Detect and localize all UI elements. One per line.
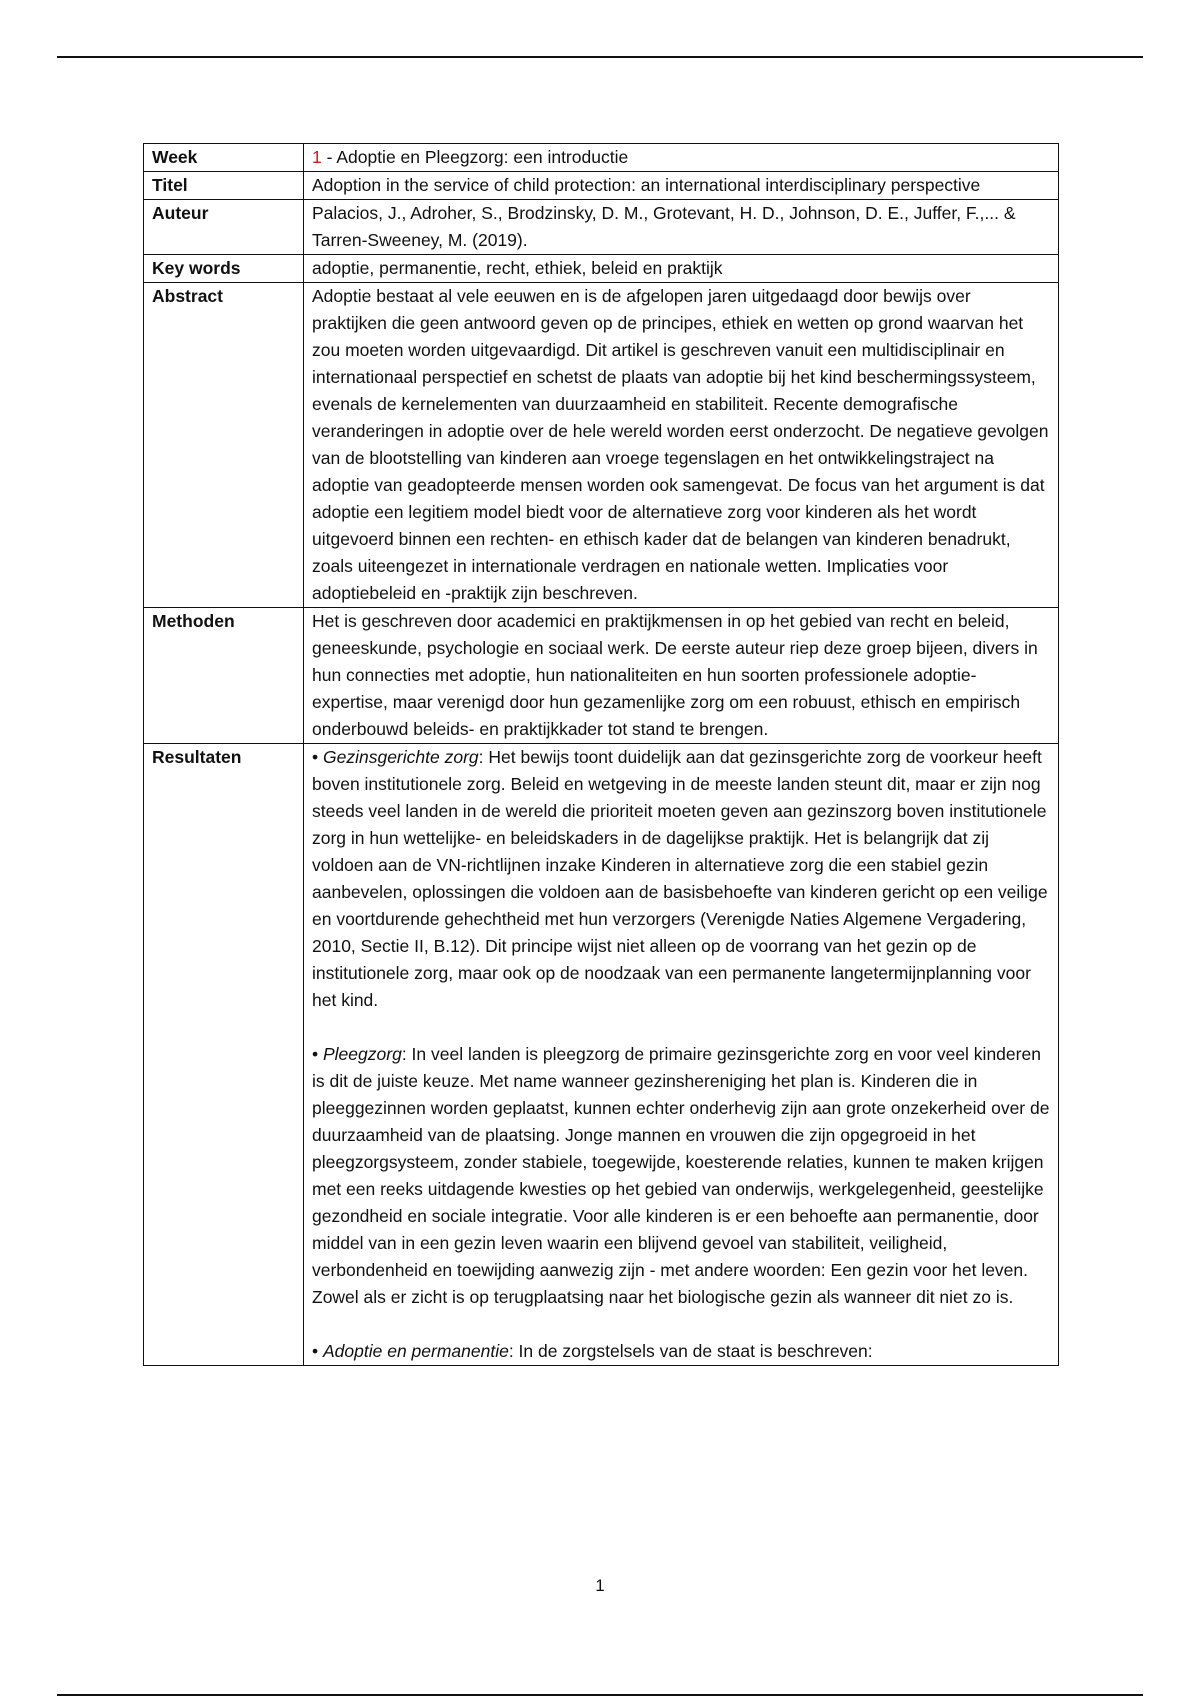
result-paragraph-pleegzorg [312, 1041, 1050, 1311]
article-summary-table [143, 143, 1059, 1366]
methoden-label: Methoden [144, 608, 304, 744]
abstract-value: Adoptie bestaat al vele eeuwen en is de afgelopen jaren uitgedaagd door bewijs over praktijken die geen antwoord geven op de principes, ethiek en wetten op grond waarvan het zou moeten worden uitgevaardigd. Dit artikel is geschreven vanuit een multidisciplinair en internationaal perspectief en schetst de plaats van adoptie bij het kind beschermingssysteem, evenals de kernelementen van duurzaamheid en stabiliteit. Recente demografische veranderingen in adoptie over de hele wereld worden eerst onderzocht. De negatieve gevolgen van de blootstelling van kinderen aan vroege tegenslagen en het ontwikkelingstraject na adoptie van geadopteerde mensen worden ook samengevat. De focus van het argument is dat adoptie een legitiem model biedt voor de alternatieve zorg voor kinderen als het wordt uitgevoerd binnen een rechten- en ethisch kader dat de belangen van kinderen benadrukt, zoals uiteengezet in internationale verdragen en nationale wetten. Implicaties voor adoptiebeleid en -praktijk zijn beschreven. [304, 283, 1059, 608]
bullet: • [312, 1341, 323, 1361]
row-methoden [144, 608, 1059, 744]
week-number: 1 [312, 147, 322, 167]
week-topic: - Adoptie en Pleegzorg: een introductie [321, 147, 629, 167]
result-paragraph-adoptie-permanentie [312, 1338, 1050, 1365]
result-term: Gezinsgerichte zorg [323, 747, 479, 767]
header-rule [57, 56, 1143, 58]
methoden-value: Het is geschreven door academici en praktijkmensen in op het gebied van recht en beleid, geneeskunde, psychologie en sociaal werk. De eerste auteur riep deze groep bijeen, divers in hun connecties met adoptie, hun nationaliteiten en hun soorten professionele adoptie-expertise, maar verenigd door hun gezamenlijke zorg om een robuust, ethisch en empirisch onderbouwd beleids- en praktijkkader tot stand te brengen. [304, 608, 1059, 744]
auteur-label: Auteur [144, 200, 304, 255]
keywords-value: adoptie, permanentie, recht, ethiek, beleid en praktijk [304, 255, 1059, 283]
result-term: Pleegzorg [323, 1044, 402, 1064]
result-text: : In de zorgstelsels van de staat is beschreven: [508, 1341, 873, 1361]
abstract-label: Abstract [144, 283, 304, 608]
week-value [304, 144, 1059, 172]
result-text: : In veel landen is pleegzorg de primaire gezinsgerichte zorg en voor veel kinderen is dit de juiste keuze. Met name wanneer gezinshereniging het plan is. Kinderen die in pleeggezinnen worden geplaatst, kunnen echter onderhevig zijn aan grote onzekerheid over de duurzaamheid van de plaatsing. Jonge mannen en vrouwen die zijn opgegroeid in het pleegzorgsysteem, zonder stabiele, toegewijde, koesterende relaties, kunnen te maken krijgen met een reeks uitdagende kwesties op het gebied van onderwijs, werkgelegenheid, geestelijke gezondheid en sociale integratie. Voor alle kinderen is er een behoefte aan permanentie, door middel van in een gezin leven waarin een blijvend gevoel van stabiliteit, veiligheid, verbondenheid en toewijding aanwezig zijn - met andere woorden: Een gezin voor het leven. Zowel als er zicht is op terugplaatsing naar het biologische gezin als wanneer dit niet zo is. [312, 1044, 1050, 1307]
row-week [144, 144, 1059, 172]
row-abstract [144, 283, 1059, 608]
result-term: Adoptie en permanentie [323, 1341, 509, 1361]
resultaten-label: Resultaten [144, 744, 304, 1366]
result-text: : Het bewijs toont duidelijk aan dat gezinsgerichte zorg de voorkeur heeft boven institutionele zorg. Beleid en wetgeving in de meeste landen steunt dit, maar er zijn nog steeds veel landen in de wereld die prioriteit moeten geven aan gezinszorg boven institutionele zorg in hun wettelijke- en beleidskaders in de dagelijkse praktijk. Het is belangrijk dat zij voldoen aan de VN-richtlijnen inzake Kinderen in alternatieve zorg die een stabiel gezin aanbevelen, oplossingen die voldoen aan de basisbehoefte van kinderen gericht op een veilige en voortdurende gehechtheid met hun verzorgers (Verenigde Naties Algemene Vergadering, 2010, Sectie II, B.12). Dit principe wijst niet alleen op de voorrang van het gezin op de institutionele zorg, maar ook op de noodzaak van een permanente langetermijnplanning voor het kind. [312, 747, 1048, 1010]
week-label: Week [144, 144, 304, 172]
row-keywords [144, 255, 1059, 283]
result-paragraph-gezinsgerichte-zorg [312, 744, 1050, 1014]
titel-value: Adoption in the service of child protection: an international interdisciplinary perspective [304, 172, 1059, 200]
footer-rule [57, 1694, 1143, 1696]
titel-label: Titel [144, 172, 304, 200]
bullet: • [312, 747, 323, 767]
bullet: • [312, 1044, 323, 1064]
row-resultaten [144, 744, 1059, 1366]
page-number: 1 [595, 1576, 605, 1595]
resultaten-value [304, 744, 1059, 1366]
keywords-label: Key words [144, 255, 304, 283]
row-auteur [144, 200, 1059, 255]
auteur-value: Palacios, J., Adroher, S., Brodzinsky, D. M., Grotevant, H. D., Johnson, D. E., Juffer, F.,... & Tarren-Sweeney, M. (2019). [304, 200, 1059, 255]
row-titel [144, 172, 1059, 200]
